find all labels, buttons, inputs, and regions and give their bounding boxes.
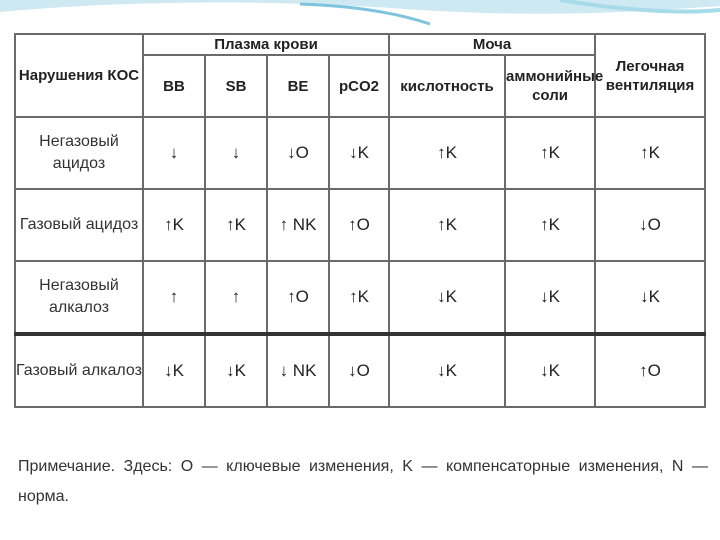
cell-sb: ↑K (205, 189, 267, 261)
cell-acidity: ↓K (389, 261, 505, 334)
table-row (15, 117, 705, 189)
acid-base-table-container (14, 33, 704, 408)
cell-ammonium: ↓K (505, 334, 595, 407)
header-bb: BB (143, 55, 205, 117)
header-be: BE (267, 55, 329, 117)
cell-bb: ↓ (143, 117, 205, 189)
header-ammonium-salts: аммонийные соли (505, 55, 595, 117)
cell-pco2: ↓O (329, 334, 389, 407)
table-row (15, 189, 705, 261)
cell-acidity: ↑K (389, 117, 505, 189)
header-disorders: Нарушения КОС (15, 34, 143, 117)
cell-acidity: ↓K (389, 334, 505, 407)
cell-bb: ↓K (143, 334, 205, 407)
cell-ventilation: ↓O (595, 189, 705, 261)
cell-ammonium: ↓K (505, 261, 595, 334)
header-pco2: pCO2 (329, 55, 389, 117)
header-blood-plasma: Плазма крови (143, 34, 389, 55)
header-swoosh-decoration (0, 0, 720, 30)
cell-pco2: ↑O (329, 189, 389, 261)
header-lung-ventilation: Легочная вентиляция (595, 34, 705, 117)
cell-be: ↑O (267, 261, 329, 334)
header-acidity: кислотность (389, 55, 505, 117)
cell-acidity: ↑K (389, 189, 505, 261)
cell-sb: ↑ (205, 261, 267, 334)
cell-be: ↑ NK (267, 189, 329, 261)
table-footnote: Примечание. Здесь: O — ключевые изменения, K — компенсаторные изменения, N — норма. (18, 458, 708, 505)
cell-ventilation: ↓K (595, 261, 705, 334)
table-row (15, 334, 705, 407)
acid-base-disorders-table (14, 33, 706, 408)
row-label: Газовый алкалоз (15, 334, 143, 407)
cell-ammonium: ↑K (505, 189, 595, 261)
row-label: Негазовый алкалоз (15, 261, 143, 334)
cell-ventilation: ↑O (595, 334, 705, 407)
cell-bb: ↑K (143, 189, 205, 261)
row-label: Газовый ацидоз (15, 189, 143, 261)
row-label: Негазовый ацидоз (15, 117, 143, 189)
cell-pco2: ↑K (329, 261, 389, 334)
cell-ammonium: ↑K (505, 117, 595, 189)
cell-sb: ↓K (205, 334, 267, 407)
cell-ventilation: ↑K (595, 117, 705, 189)
table-row (15, 261, 705, 334)
cell-bb: ↑ (143, 261, 205, 334)
cell-be: ↓O (267, 117, 329, 189)
header-sb: SB (205, 55, 267, 117)
cell-be: ↓ NK (267, 334, 329, 407)
cell-sb: ↓ (205, 117, 267, 189)
header-urine: Моча (389, 34, 595, 55)
cell-pco2: ↓K (329, 117, 389, 189)
